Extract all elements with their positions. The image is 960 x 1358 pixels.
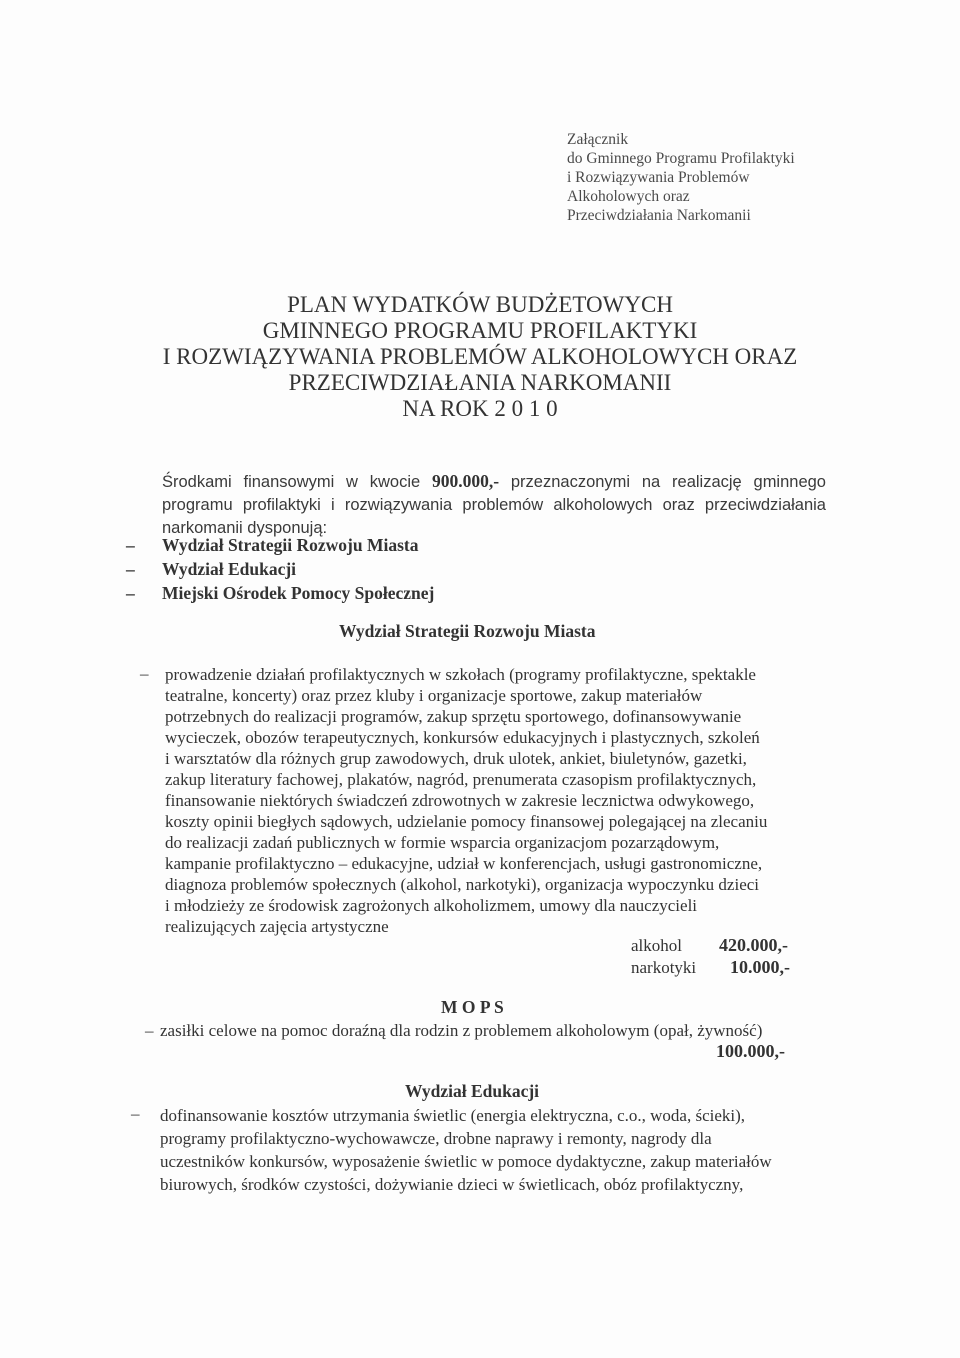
text-line: zakup literatury fachowej, plakatów, nagród, prenumerata czasopism profilaktycznych,: [165, 770, 757, 789]
annex-line: i Rozwiązywania Problemów: [567, 169, 750, 186]
list-dash: –: [140, 664, 149, 683]
amount-value-drugs: 10.000,-: [730, 957, 790, 977]
amount-label-alcohol: alkohol: [631, 936, 682, 955]
text-line: realizujących zajęcia artystyczne: [165, 917, 389, 936]
text-line: diagnoza problemów społecznych (alkohol, narkotyki), organizacja wypoczynku dzieci: [165, 875, 760, 894]
annex-line: Załącznik: [567, 131, 629, 148]
annex-header: [567, 130, 827, 225]
unit-name: Wydział Edukacji: [162, 559, 297, 579]
list-dash: –: [126, 559, 135, 579]
text-line: i warsztatów dla różnych grup zawodowych, druk ulotek, ankiet, biuletynów, gazetki,: [165, 749, 747, 768]
text-line: koszty opinii biegłych sądowych, udzielanie pomocy finansowej polegającej na zlecaniu: [165, 812, 768, 831]
annex-line: Przeciwdziałania Narkomanii: [567, 207, 751, 224]
amount-label-drugs: narkotyki: [631, 958, 697, 977]
education-description: [160, 1104, 825, 1196]
text-line: teatralne, koncerty) oraz przez kluby i organizacje sportowe, zakup materiałów: [165, 686, 703, 705]
title-line: PRZECIWDZIAŁANIA NARKOMANII: [288, 370, 672, 395]
amount-value-alcohol: 420.000,-: [719, 935, 788, 955]
text-line: finansowanie niektórych świadczeń zdrowotnych w zakresie lecznictwa odwykowego,: [165, 791, 755, 810]
title-line: NA ROK 2 0 1 0: [402, 396, 558, 421]
text-line: wycieczek, obozów terapeutycznych, konkursów edukacyjnych i plastycznych, szkoleń: [165, 728, 760, 747]
annex-line: Alkoholowych oraz: [567, 188, 690, 205]
list-dash: –: [126, 583, 135, 603]
list-dash: –: [145, 1021, 154, 1040]
section-heading-education: Wydział Edukacji: [405, 1081, 540, 1101]
intro-paragraph: [162, 470, 826, 540]
title-line: GMINNEGO PROGRAMU PROFILAKTYKI: [262, 318, 698, 343]
text-line: i młodzieży ze środowisk zagrożonych alkoholizmem, umowy dla nauczycieli: [165, 896, 698, 915]
unit-list-item: [126, 533, 826, 557]
unit-name: Miejski Ośrodek Pomocy Społecznej: [162, 583, 435, 603]
intro-prefix: Środkami finansowymi w kwocie: [162, 473, 432, 491]
section-heading-mops: M O P S: [441, 997, 504, 1017]
mops-description: zasiłki celowe na pomoc doraźną dla rodzin z problemem alkoholowym (opał, żywność): [160, 1021, 763, 1040]
text-line: programy profilaktyczno-wychowawcze, drobne naprawy i remonty, nagrody dla: [160, 1129, 712, 1148]
intro-amount: 900.000,-: [432, 471, 500, 491]
unit-list-item: [126, 581, 826, 605]
section-heading-strategy: Wydział Strategii Rozwoju Miasta: [339, 621, 596, 641]
title-line: I ROZWIĄZYWANIA PROBLEMÓW ALKOHOLOWYCH ORAZ: [162, 344, 798, 369]
text-line: uczestników konkursów, wyposażenie świetlic w pomoce dydaktyczne, zakup materiałów: [160, 1152, 772, 1171]
text-line: prowadzenie działań profilaktycznych w szkołach (programy profilaktyczne, spektakle: [165, 665, 756, 684]
text-line: dofinansowanie kosztów utrzymania świetlic (energia elektryczna, c.o., woda, ścieki),: [160, 1106, 746, 1125]
text-line: do realizacji zadań publicznych w formie wsparcia organizacjom pozarządowym,: [165, 833, 720, 852]
strategy-description: [165, 664, 825, 937]
annex-line: do Gminnego Programu Profilaktyki: [567, 150, 795, 167]
text-line: biurowych, środków czystości, dożywianie dzieci w świetlicach, obóz profilaktyczny,: [160, 1175, 744, 1194]
document-title: [150, 292, 810, 422]
list-dash: –: [131, 1104, 140, 1123]
amount-value-mops: 100.000,-: [716, 1041, 785, 1061]
text-line: potrzebnych do realizacji programów, zakup sprzętu sportowego, dofinansowywanie: [165, 707, 742, 726]
intro-suffix: przeznaczonymi na realizację gminnego programu profilaktyki i rozwiązywania problemów alkoholowych oraz przeciwdziałania narkomanii dysponują:: [162, 473, 826, 537]
text-line: kampanie profilaktyczno – edukacyjne, udział w konferencjach, usługi gastronomiczne,: [165, 854, 763, 873]
list-dash: –: [126, 535, 135, 555]
units-list: [126, 533, 826, 605]
unit-name: Wydział Strategii Rozwoju Miasta: [162, 535, 419, 555]
title-line: PLAN WYDATKÓW BUDŻETOWYCH: [287, 292, 673, 317]
unit-list-item: [126, 557, 826, 581]
